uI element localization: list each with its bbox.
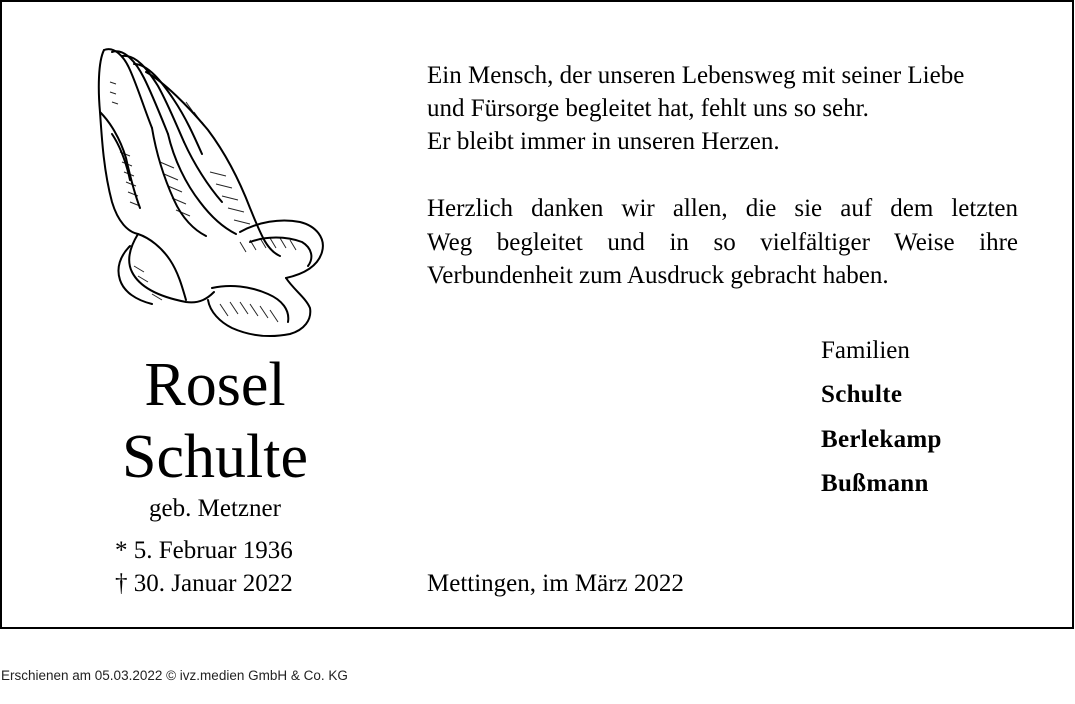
families-intro: Familien xyxy=(821,337,910,364)
family-name: Bußmann xyxy=(821,470,929,497)
memorial-text-line: und Fürsorge begleitet hat, fehlt uns so sehr. xyxy=(427,95,869,122)
place-and-date: Mettingen, im März 2022 xyxy=(427,570,684,597)
family-name: Schulte xyxy=(821,381,903,408)
deceased-first-name: Rosel xyxy=(144,351,286,419)
birth-date: * 5. Februar 1936 xyxy=(115,537,293,564)
thanks-text-line: Verbundenheit zum Ausdruck gebracht haben. xyxy=(427,262,889,289)
memorial-text-line: Ein Mensch, der unseren Lebensweg mit seiner Liebe xyxy=(427,62,965,89)
praying-hands-icon xyxy=(90,42,340,342)
memorial-text-line: Er bleibt immer in unseren Herzen. xyxy=(427,128,780,155)
death-date: † 30. Januar 2022 xyxy=(115,570,293,597)
thanks-text-line: Herzlich danken wir allen, die sie auf dem letzten xyxy=(427,195,1018,222)
deceased-last-name: Schulte xyxy=(122,423,308,491)
maiden-name: geb. Metzner xyxy=(149,495,281,522)
family-name: Berlekamp xyxy=(821,425,942,453)
thanks-text-line: Weg begleitet und in so vielfältiger Weise ihre xyxy=(427,228,1018,256)
publication-footer: Erschienen am 05.03.2022 © ivz.medien GmbH & Co. KG xyxy=(1,668,348,683)
families-signature xyxy=(821,334,942,507)
memorial-text xyxy=(427,59,1018,158)
thanks-text xyxy=(427,192,1018,293)
